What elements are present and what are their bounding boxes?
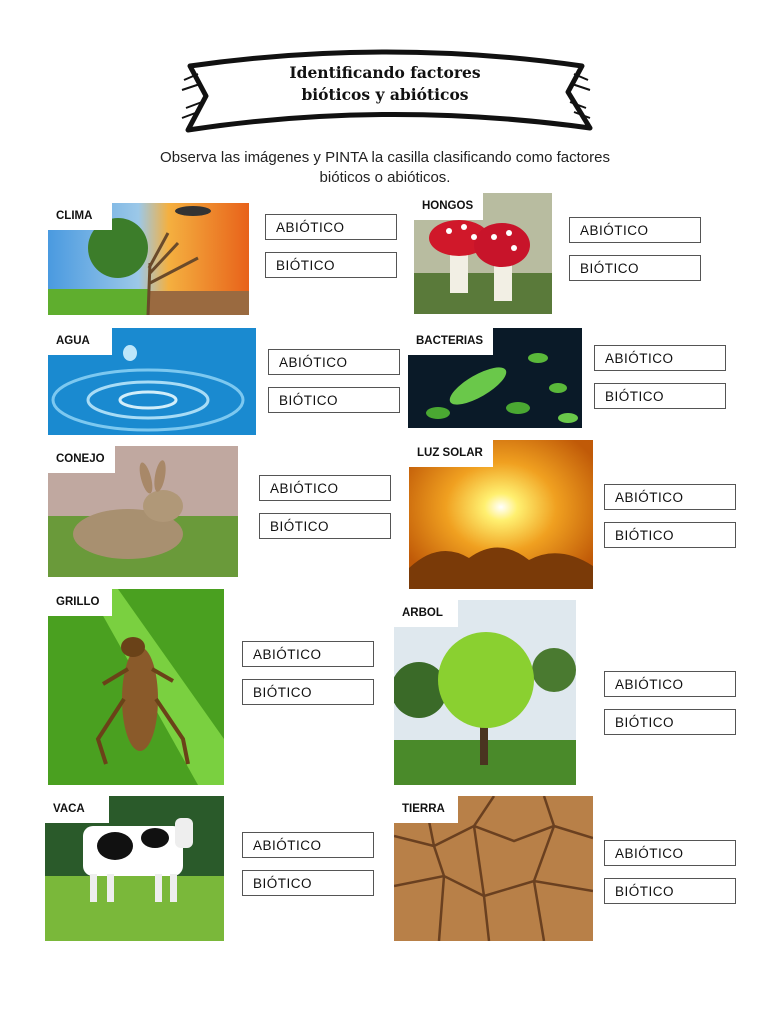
item-tierra xyxy=(394,796,593,941)
biotic-option[interactable]: BIÓTICO xyxy=(242,679,374,705)
abiotic-option[interactable]: ABIÓTICO xyxy=(268,349,400,375)
item-luz-solar xyxy=(409,440,593,589)
item-label: LUZ SOLAR xyxy=(409,440,493,467)
instructions-line-1: Observa las imágenes y PINTA la casilla clasificando como factores xyxy=(160,149,610,166)
abiotic-option[interactable]: ABIÓTICO xyxy=(604,840,736,866)
page-title xyxy=(200,62,570,106)
instructions-line-2: bióticos o abióticos. xyxy=(319,169,451,186)
biotic-option[interactable]: BIÓTICO xyxy=(259,513,391,539)
item-clima xyxy=(48,203,249,315)
abiotic-option[interactable]: ABIÓTICO xyxy=(242,641,374,667)
title-line-2: bióticos y abióticos xyxy=(301,85,469,104)
abiotic-option[interactable]: ABIÓTICO xyxy=(569,217,701,243)
cricket-image xyxy=(48,589,224,785)
item-bacterias xyxy=(408,328,582,428)
biotic-option[interactable]: BIÓTICO xyxy=(242,870,374,896)
item-label: BACTERIAS xyxy=(408,328,493,355)
item-label: VACA xyxy=(45,796,109,823)
biotic-option[interactable]: BIÓTICO xyxy=(268,387,400,413)
item-label: CLIMA xyxy=(48,203,112,230)
item-label: HONGOS xyxy=(414,193,483,220)
item-label: AGUA xyxy=(48,328,112,355)
abiotic-option[interactable]: ABIÓTICO xyxy=(604,671,736,697)
biotic-option[interactable]: BIÓTICO xyxy=(604,709,736,735)
item-arbol xyxy=(394,600,576,785)
biotic-option[interactable]: BIÓTICO xyxy=(265,252,397,278)
item-grillo xyxy=(48,589,224,785)
abiotic-option[interactable]: ABIÓTICO xyxy=(259,475,391,501)
item-conejo xyxy=(48,446,238,577)
item-hongos xyxy=(414,193,552,314)
title-line-1: Identificando factores xyxy=(289,63,481,82)
abiotic-option[interactable]: ABIÓTICO xyxy=(242,832,374,858)
item-label: ARBOL xyxy=(394,600,458,627)
biotic-option[interactable]: BIÓTICO xyxy=(594,383,726,409)
biotic-option[interactable]: BIÓTICO xyxy=(604,522,736,548)
item-label: TIERRA xyxy=(394,796,458,823)
item-agua xyxy=(48,328,256,435)
abiotic-option[interactable]: ABIÓTICO xyxy=(594,345,726,371)
item-vaca xyxy=(45,796,224,941)
abiotic-option[interactable]: ABIÓTICO xyxy=(604,484,736,510)
item-label: CONEJO xyxy=(48,446,115,473)
instructions xyxy=(100,148,670,188)
tree-image xyxy=(394,600,576,785)
item-label: GRILLO xyxy=(48,589,112,616)
biotic-option[interactable]: BIÓTICO xyxy=(569,255,701,281)
abiotic-option[interactable]: ABIÓTICO xyxy=(265,214,397,240)
biotic-option[interactable]: BIÓTICO xyxy=(604,878,736,904)
